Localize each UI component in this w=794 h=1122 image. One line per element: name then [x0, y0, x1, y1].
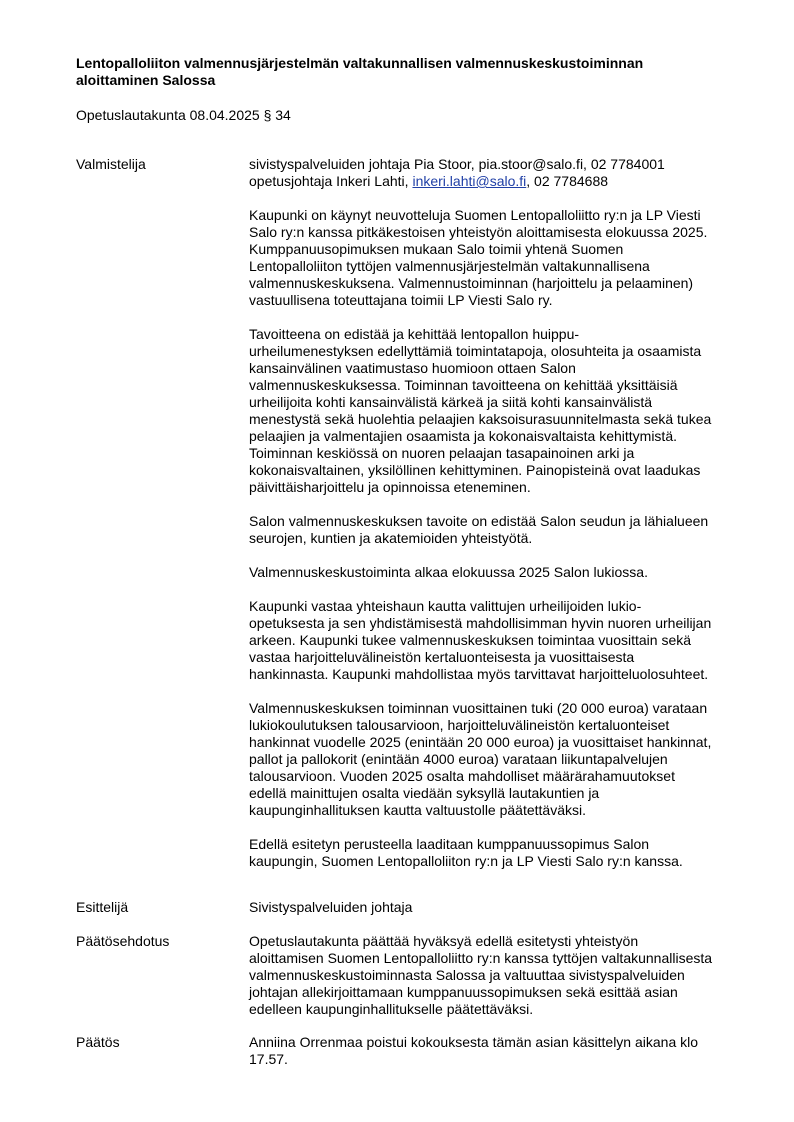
text-line: Salo ry:n kanssa pitkäkestoisen yhteistyön aloittamisesta elokuussa 2025.: [249, 224, 708, 240]
contact-block: [249, 156, 735, 190]
text-line: Valmennuskeskuksen toiminnan vuosittainen tuki (20 000 euroa) varataan: [249, 700, 708, 716]
text-line: Kaupunki on käynyt neuvotteluja Suomen Lentopalloliitto ry:n ja LP Viesti: [249, 207, 701, 223]
text-line: vastuullisena toteuttajana toimii LP Viesti Salo ry.: [249, 292, 553, 308]
section-label-paatos: Päätös: [76, 1034, 120, 1050]
text-line: opetuksesta ja sen yhdistämisestä mahdollisimman hyvin nuoren urheilijan: [249, 615, 712, 631]
section-body-esittelija: Sivistyspalveluiden johtaja: [249, 899, 413, 915]
text-line: seurojen, kuntien ja akatemioiden yhteistyötä.: [249, 530, 533, 546]
text-line: Lentopalloliiton tyttöjen valmennusjärjestelmän valtakunnallisena: [249, 258, 650, 274]
text-line: johtajan allekirjoittamaan kumppanuussopimuksen sekä esittää asian: [249, 984, 678, 1000]
body-paragraph: [249, 326, 735, 496]
text-line: valmennuskeskustoiminnasta Salossa ja valtuuttaa sivistyspalveluiden: [249, 967, 685, 983]
text-line: hankinnasta. Kaupunki mahdollistaa myös tarvittavat harjoitteluolosuhteet.: [249, 666, 709, 682]
text-line: Edellä esitetyn perusteella laaditaan kumppanuussopimus Salon: [249, 836, 650, 852]
text-line: Salon valmennuskeskuksen tavoite on edistää Salon seudun ja lähialueen: [249, 513, 709, 529]
text-line: 17.57.: [249, 1051, 288, 1067]
paragraph-list: [249, 207, 735, 870]
text-line: päivittäisharjoittelu ja opinnoissa eteneminen.: [249, 479, 531, 495]
text-line: Anniina Orrenmaa poistui kokouksesta tämän asian käsittelyn aikana klo: [249, 1034, 699, 1050]
email-link[interactable]: inkeri.lahti@salo.fi: [412, 173, 527, 189]
body-paragraph: [249, 207, 735, 309]
section-body-paatos: [249, 1034, 735, 1068]
text-line: edelleen kaupunginhallitukselle päätettäväksi.: [249, 1001, 534, 1017]
text-line: urheilumenestyksen edellyttämiä toimintatapoja, olosuhteita ja osaamista: [249, 343, 702, 359]
text-line: kaupunginhallituksen kautta valtuustolle päätettäväksi.: [249, 802, 586, 818]
contact-suffix: , 02 7784688: [526, 173, 609, 189]
section-label-paatosehdotus: Päätösehdotus: [76, 933, 170, 949]
text-line: valmennuskeskuksessa. Toiminnan tavoitteena on kehittää yksittäisiä: [249, 377, 678, 393]
section-body-valmistelija: [249, 156, 735, 870]
text-line: Kaupunki vastaa yhteishaun kautta valittujen urheilijoiden lukio-: [249, 598, 642, 614]
section-body-paatosehdotus: [249, 933, 735, 1018]
section-label-esittelija: Esittelijä: [76, 899, 129, 915]
text-line: aloittamisen Suomen Lentopalloliitto ry:n kanssa tyttöjen valtakunnallisesta: [249, 950, 713, 966]
text-line: Tavoitteena on edistää ja kehittää lentopallon huippu-: [249, 326, 580, 342]
title-line: aloittaminen Salossa: [76, 72, 216, 88]
text-line: menestystä sekä huolehtia pelaajien kaksoisurasuunnitelmasta sekä tukea: [249, 411, 712, 427]
text-line: arkeen. Kaupunki tukee valmennuskeskuksen toimintaa vuosittain sekä: [249, 632, 692, 648]
text-line: Toiminnan keskiössä on nuoren pelaajan tasapainoinen arki ja: [249, 445, 635, 461]
body-paragraph: [249, 598, 735, 683]
body-paragraph: [249, 513, 735, 547]
text-line: kokonaisvaltainen, yksilöllinen kehittyminen. Painopisteinä ovat laadukas: [249, 462, 701, 478]
text-line: Kumppanuusopimuksen mukaan Salo toimii yhtenä Suomen: [249, 241, 624, 257]
meeting-reference: Opetuslautakunta 08.04.2025 § 34: [76, 107, 291, 123]
text-line: edellä mainittujen osalta viedään syksyllä lautakuntien ja: [249, 785, 600, 801]
text-line: urheilijoita kohti kansainvälistä kärkeä ja siitä kohti kansainvälistä: [249, 394, 653, 410]
text-line: talousarvioon. Vuoden 2025 osalta mahdolliset määrärahamuutokset: [249, 768, 675, 784]
body-paragraph: [249, 564, 735, 581]
body-paragraph: [249, 836, 735, 870]
text-line: kansainvälinen vaatimustaso huomioon ottaen Salon: [249, 360, 576, 376]
text-line: valmennuskeskuksena. Valmennustoiminnan (harjoittelu ja pelaaminen): [249, 275, 694, 291]
title-line: Lentopalloliiton valmennusjärjestelmän valtakunnallisen valmennuskeskustoiminnan: [76, 55, 644, 71]
text-line: Opetuslautakunta päättää hyväksyä edellä esitetysti yhteistyön: [249, 933, 639, 949]
text-line: pelaajien ja valmentajien osaamista ja kokonaisvaltaista kehittymistä.: [249, 428, 677, 444]
text-line: kaupungin, Suomen Lentopalloliiton ry:n ja LP Viesti Salo ry:n kanssa.: [249, 853, 683, 869]
contact-prefix: opetusjohtaja Inkeri Lahti,: [249, 173, 413, 189]
body-paragraph: [249, 700, 735, 819]
text-line: pallot ja pallokorit (enintään 4000 euroa) varataan liikuntapalvelujen: [249, 751, 668, 767]
text-line: vastaa harjoitteluvälineistön kertaluonteisesta ja vuosittaisesta: [249, 649, 635, 665]
section-label-valmistelija: Valmistelija: [76, 156, 146, 172]
page-title: [76, 55, 716, 89]
text-line: hankinnat vuodelle 2025 (enintään 20 000 euroa) ja vuosittaiset hankinnat,: [249, 734, 712, 750]
text-line: Valmennuskeskustoiminta alkaa elokuussa 2025 Salon lukiossa.: [249, 564, 648, 580]
contact-line: [249, 173, 735, 190]
contact-line: sivistyspalveluiden johtaja Pia Stoor, pia.stoor@salo.fi, 02 7784001: [249, 156, 665, 172]
text-line: lukiokoulutuksen talousarvioon, harjoitteluvälineistön kertaluonteiset: [249, 717, 670, 733]
